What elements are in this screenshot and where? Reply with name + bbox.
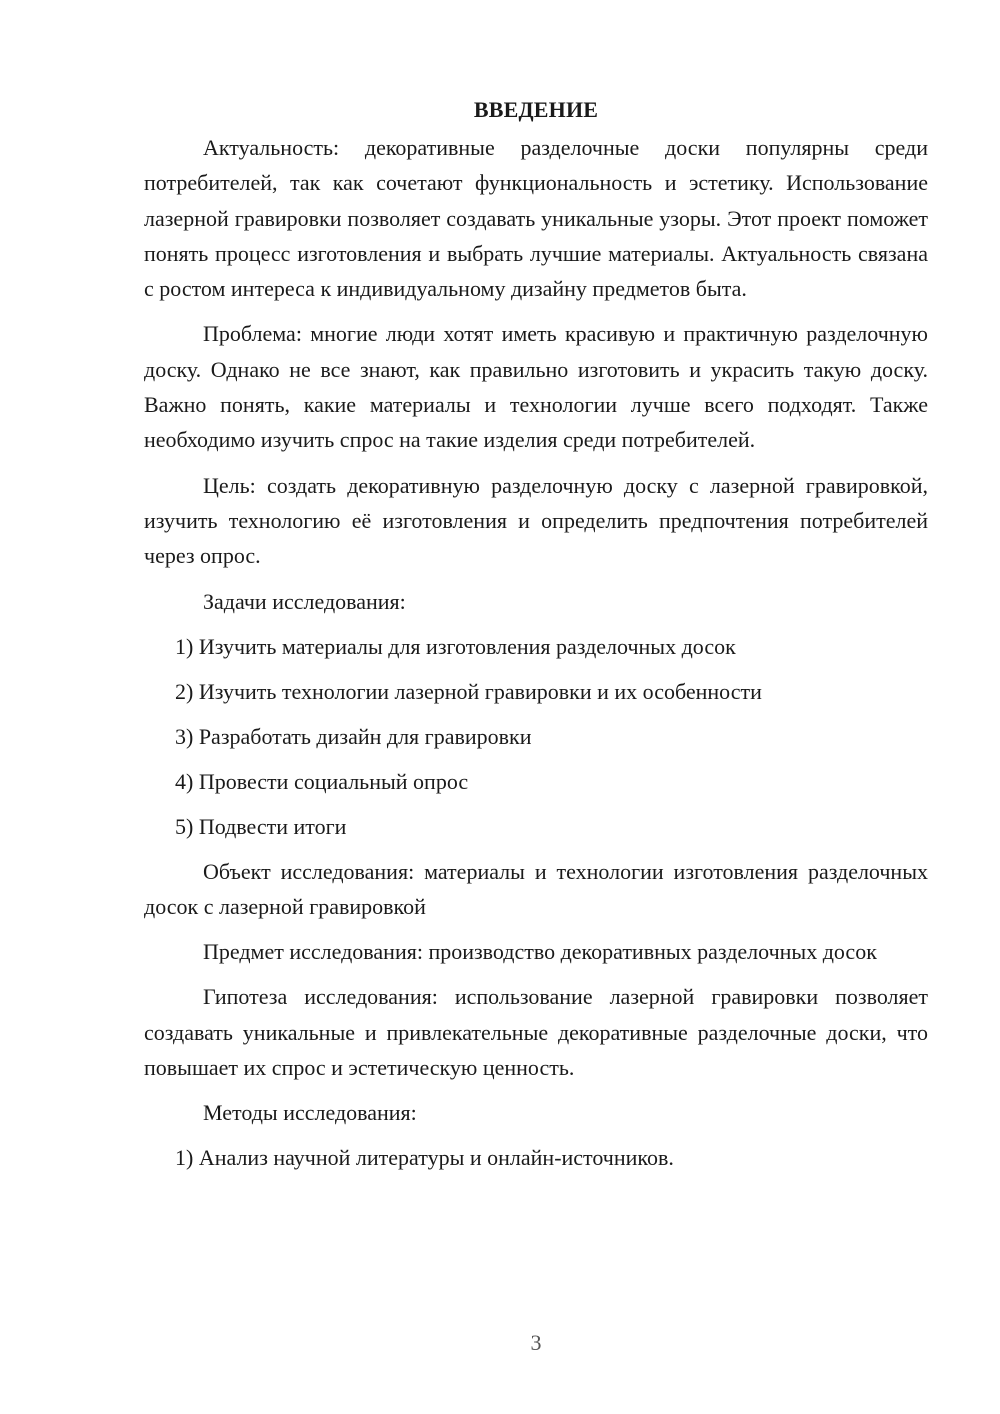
subject-paragraph: Предмет исследования: производство декоративных разделочных досок: [203, 939, 877, 965]
relevance-paragraph: Актуальность: декоративные разделочные доски популярны среди потребителей, так как сочетают функциональность и эстетику. Использование лазерной гравировки позволяет создавать уникальные узоры. Этот проект поможет понять процесс изготовления и выбрать лучшие материалы. Актуальность связана с ростом интереса к индивидуальному дизайну предметов быта.: [144, 135, 928, 302]
page-number: 3: [530, 1330, 542, 1355]
goal-paragraph: Цель: создать декоративную разделочную доску с лазерной гравировкой, изучить технологию её изготовления и определить предпочтения потребителей через опрос.: [144, 472, 928, 569]
methods-title: Методы исследования:: [203, 1100, 417, 1126]
document-page: [144, 92, 928, 1185]
task-item: 2) Изучить технологии лазерной гравировки и их особенности: [175, 678, 762, 704]
hypothesis-paragraph: Гипотеза исследования: использование лазерной гравировки позволяет создавать уникальные и привлекательные декоративные разделочные доски, что повышает их спрос и эстетическую ценность.: [144, 984, 928, 1081]
methods-list: [144, 1140, 928, 1175]
tasks-list: [144, 629, 928, 844]
tasks-title: Задачи исследования:: [203, 588, 406, 614]
task-item: 1) Изучить материалы для изготовления разделочных досок: [175, 633, 736, 659]
problem-paragraph: Проблема: многие люди хотят иметь красивую и практичную разделочную доску. Однако не все знают, как правильно изготовить и украсить такую доску. Важно понять, какие материалы и технологии лучше всего подходят. Также необходимо изучить спрос на такие изделия среди потребителей.: [144, 321, 928, 453]
task-item: 3) Разработать дизайн для гравировки: [175, 723, 532, 749]
task-item: 4) Провести социальный опрос: [175, 768, 469, 794]
task-item: 5) Подвести итоги: [175, 813, 347, 839]
object-paragraph: Объект исследования: материалы и технологии изготовления разделочных досок с лазерной гравировкой: [144, 858, 928, 919]
method-item: 1) Анализ научной литературы и онлайн-источников.: [175, 1145, 674, 1171]
section-heading: ВВЕДЕНИЕ: [473, 97, 599, 122]
